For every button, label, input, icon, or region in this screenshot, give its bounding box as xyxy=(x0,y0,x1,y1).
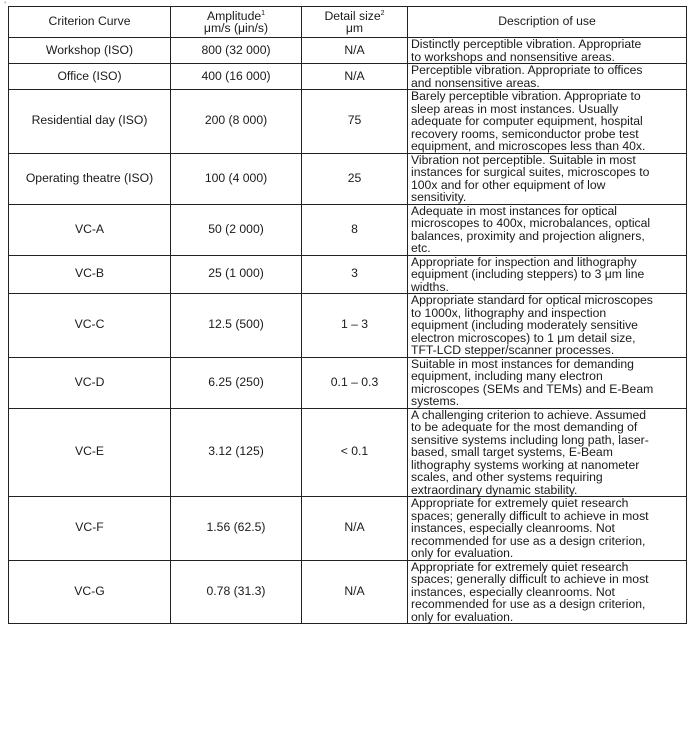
description-line: spaces; generally difficult to achieve in most xyxy=(411,572,649,586)
criterion-cell: VC-B xyxy=(9,255,171,294)
description-line: only for evaluation. xyxy=(411,609,514,624)
description-line: Perceptible vibration. Appropriate to offices xyxy=(411,63,643,77)
amplitude-cell: 100 (4 000) xyxy=(171,153,302,204)
description-line: extraordinary dynamic stability. xyxy=(411,482,578,497)
description-line: Vibration not perceptible. Suitable in most xyxy=(411,152,636,167)
description-cell xyxy=(408,497,687,561)
description-line: equipment, including many electron xyxy=(411,369,603,383)
description-cell xyxy=(408,90,687,154)
table-row xyxy=(9,90,687,154)
detail-size-cell: N/A xyxy=(302,38,408,64)
detail-size-cell: 3 xyxy=(302,255,408,294)
detail-size-cell: 8 xyxy=(302,204,408,255)
description-line: TFT-LCD stepper/scanner processes. xyxy=(411,343,615,357)
description-line: widths. xyxy=(411,279,449,294)
description-line: lithography systems working at nanometer xyxy=(411,457,640,472)
description-line: equipment, and microscopes less than 40x. xyxy=(411,139,646,153)
description-line: Appropriate standard for optical microscopes xyxy=(411,293,653,307)
amplitude-cell: 1.56 (62.5) xyxy=(171,497,302,561)
description-line: Appropriate for extremely quiet research xyxy=(411,496,629,510)
amplitude-cell: 25 (1 000) xyxy=(171,255,302,294)
description-line: electron microscopes) to 1 μm detail size, xyxy=(411,330,636,345)
description-line: sensitivity. xyxy=(411,190,467,204)
detail-size-cell: N/A xyxy=(302,497,408,561)
description-line: scales, and other systems requiring xyxy=(411,470,603,484)
table-row xyxy=(9,408,687,497)
description-line: microscopes (SEMs and TEMs) and E-Beam xyxy=(411,381,654,396)
description-line: equipment (including steppers) to 3 μm line xyxy=(411,267,645,281)
description-cell xyxy=(408,357,687,408)
description-line: Appropriate for extremely quiet research xyxy=(411,559,629,574)
description-line: instances for surgical suites, microscopes to xyxy=(411,165,650,179)
criterion-cell: Residential day (ISO) xyxy=(9,90,171,154)
description-line: recovery rooms, semiconductor probe test xyxy=(411,126,639,141)
criterion-cell: VC-A xyxy=(9,204,171,255)
description-cell xyxy=(408,560,687,624)
table-row xyxy=(9,294,687,358)
criterion-cell: VC-C xyxy=(9,294,171,358)
amplitude-cell: 0.78 (31.3) xyxy=(171,560,302,624)
vibration-criteria-table xyxy=(8,6,687,624)
description-line: etc. xyxy=(411,241,431,255)
description-line: Appropriate for inspection and lithography xyxy=(411,254,637,269)
table-row xyxy=(9,204,687,255)
description-line: Barely perceptible vibration. Appropriate to xyxy=(411,89,641,103)
description-cell xyxy=(408,255,687,294)
description-line: based, small target systems, E-Beam xyxy=(411,445,613,459)
description-line: balances, proximity and projection aligners, xyxy=(411,228,645,243)
header-amplitude: Amplitude$^1$ μm/s (μin/s) xyxy=(171,7,302,38)
header-detail-size: Detail size$^2$ μm xyxy=(302,7,408,38)
amplitude-cell: 200 (8 000) xyxy=(171,90,302,154)
table-row xyxy=(9,153,687,204)
table-row xyxy=(9,497,687,561)
amplitude-cell: 12.5 (500) xyxy=(171,294,302,358)
description-line: and nonsensitive areas. xyxy=(411,75,540,90)
description-cell xyxy=(408,64,687,90)
criterion-cell: VC-G xyxy=(9,560,171,624)
description-line: systems. xyxy=(411,394,460,408)
description-line: spaces; generally difficult to achieve in most xyxy=(411,508,649,523)
description-line: to 1000x, lithography and inspection xyxy=(411,305,607,320)
description-line: sensitive systems including long path, laser- xyxy=(411,432,649,447)
description-line: Suitable in most instances for demanding xyxy=(411,356,634,371)
table-row xyxy=(9,38,687,64)
description-line: recommended for use as a design criterion, xyxy=(411,597,646,611)
detail-size-cell: 25 xyxy=(302,153,408,204)
table-row xyxy=(9,357,687,408)
table-row xyxy=(9,560,687,624)
description-cell xyxy=(408,408,687,497)
description-cell xyxy=(408,38,687,64)
detail-size-cell: 75 xyxy=(302,90,408,154)
table-row xyxy=(9,64,687,90)
criterion-cell: VC-D xyxy=(9,357,171,408)
amplitude-cell: 400 (16 000) xyxy=(171,64,302,90)
description-line: Distinctly perceptible vibration. Appropriate xyxy=(411,37,642,51)
description-line: A challenging criterion to achieve. Assumed xyxy=(411,407,647,422)
criterion-cell: Operating theatre (ISO) xyxy=(9,153,171,204)
criterion-cell: VC-F xyxy=(9,497,171,561)
description-cell xyxy=(408,153,687,204)
description-line: adequate for computer equipment, hospital xyxy=(411,114,643,128)
description-line: sleep areas in most instances. Usually xyxy=(411,101,619,116)
detail-size-cell: N/A xyxy=(302,64,408,90)
criterion-cell: Office (ISO) xyxy=(9,64,171,90)
criterion-cell: VC-E xyxy=(9,408,171,497)
detail-size-cell: 1 – 3 xyxy=(302,294,408,358)
description-line: instances, especially cleanrooms. Not xyxy=(411,584,615,599)
detail-size-cell: N/A xyxy=(302,560,408,624)
detail-size-cell: < 0.1 xyxy=(302,408,408,497)
description-line: to be adequate for the most demanding of xyxy=(411,420,638,434)
criterion-cell: Workshop (ISO) xyxy=(9,38,171,64)
description-line: equipment (including moderately sensitive xyxy=(411,318,638,332)
table-header-row xyxy=(9,7,687,38)
header-criterion: Criterion Curve xyxy=(9,7,171,38)
detail-size-cell: 0.1 – 0.3 xyxy=(302,357,408,408)
table-row xyxy=(9,255,687,294)
description-line: Adequate in most instances for optical xyxy=(411,203,617,218)
amplitude-cell: 6.25 (250) xyxy=(171,357,302,408)
description-line: only for evaluation. xyxy=(411,546,514,560)
description-line: to workshops and nonsensitive areas. xyxy=(411,49,615,64)
amplitude-cell: 50 (2 000) xyxy=(171,204,302,255)
header-description: Description of use xyxy=(408,7,687,38)
description-line: recommended for use as a design criterion, xyxy=(411,533,646,548)
amplitude-cell: 800 (32 000) xyxy=(171,38,302,64)
description-line: microscopes to 400x, microbalances, optical xyxy=(411,216,651,230)
amplitude-cell: 3.12 (125) xyxy=(171,408,302,497)
scan-mark: ʹ xyxy=(4,1,7,10)
description-line: instances, especially cleanrooms. Not xyxy=(411,521,615,535)
description-cell xyxy=(408,204,687,255)
description-line: 100x and for other equipment of low xyxy=(411,177,606,192)
description-cell xyxy=(408,294,687,358)
